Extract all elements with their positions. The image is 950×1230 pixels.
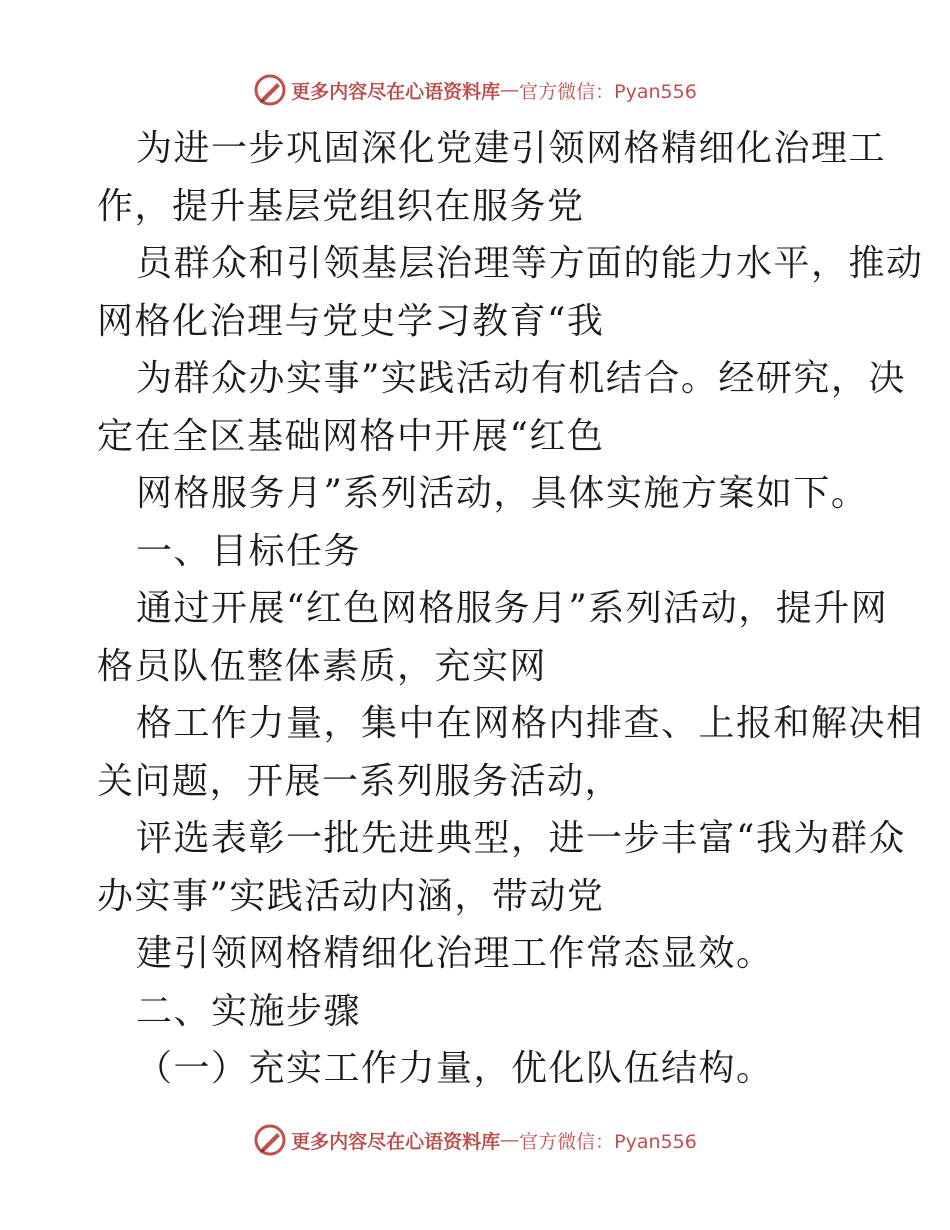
text-line: 格工作力量，集中在网格内排查、上报和解决相 [136,703,924,744]
text-line: 通过开展“红色网格服务月”系列活动，提升网 [136,588,889,629]
watermark-contact: 官方微信：Pyan556 [519,80,697,103]
watermark-contact: 官方微信：Pyan556 [519,1130,697,1153]
text-line: 评选表彰一批先进典型，进一步丰富“我为群众 [136,818,906,859]
text-line: 格员队伍整体素质，充实网 [97,645,548,687]
text-line: 网格化治理与党史学习教育“我 [97,300,605,342]
footer-watermark [0,1120,950,1160]
pen-logo-icon [253,73,287,107]
watermark-dash: — [500,79,520,101]
text-line: 为群众办实事”实践活动有机结合。经研究，决 [136,358,906,399]
watermark-dash: — [500,1129,520,1151]
watermark-brand: 更多内容尽在心语资料库 [291,80,501,103]
pen-logo-icon [253,1123,287,1157]
text-line: 员群众和引领基层治理等方面的能力水平，推动 [136,243,924,284]
text-line: 定在全区基础网格中开展“红色 [97,415,605,457]
text-line: 关问题，开展一系列服务活动， [97,760,623,802]
text-line: 网格服务月”系列活动，具体实施方案如下。 [136,473,869,514]
section-heading: 一、目标任务 [136,530,362,572]
watermark-brand: 更多内容尽在心语资料库 [291,1130,501,1153]
subsection-heading: （一）充实工作力量，优化队伍结构。 [136,1048,774,1089]
section-heading: 二、实施步骤 [136,990,362,1032]
text-line: 为进一步巩固深化党建引领网格精细化治理工 [136,128,887,169]
text-line: 作，提升基层党组织在服务党 [97,185,585,227]
document-body [97,120,924,1098]
text-line: 办实事”实践活动内涵，带动党 [97,875,605,917]
header-watermark [0,70,950,110]
text-line: 建引领网格精细化治理工作常态显效。 [136,933,774,974]
